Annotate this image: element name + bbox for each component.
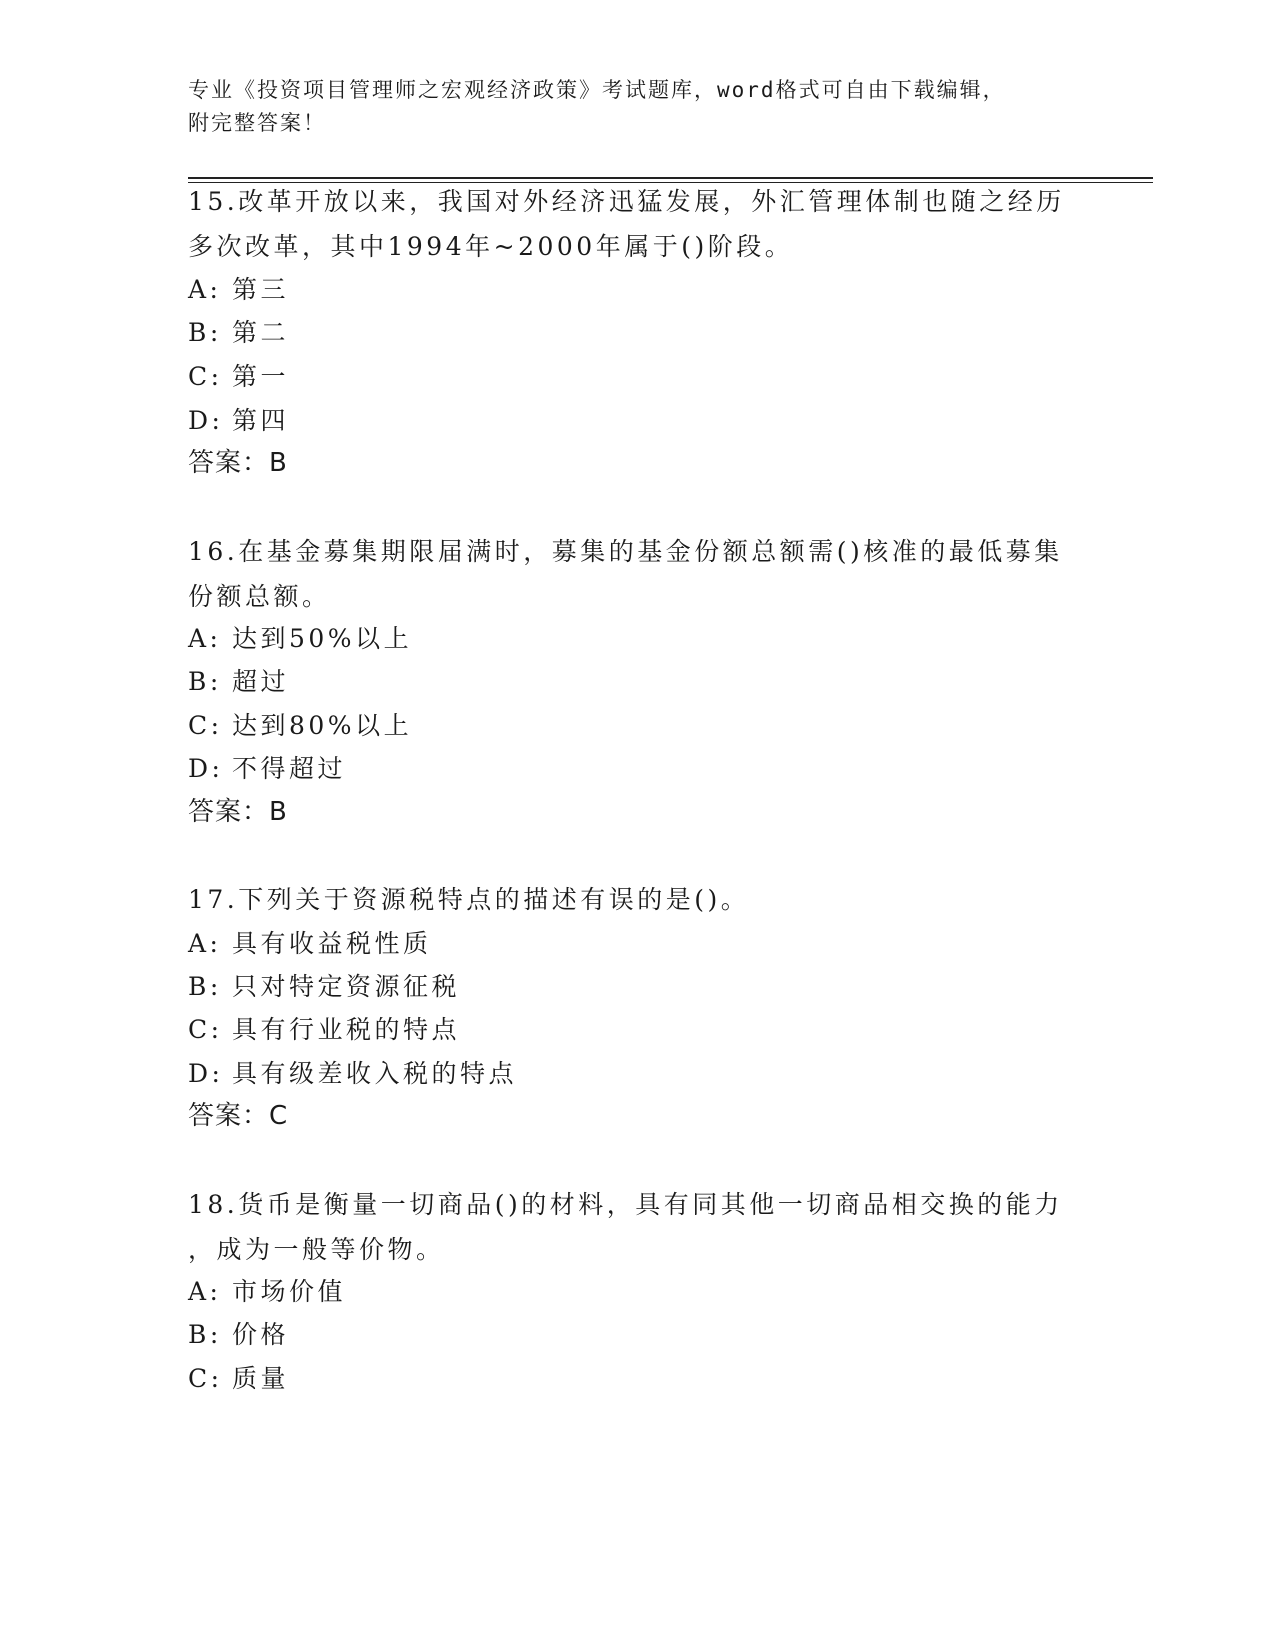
option-text: 达到80%以上: [232, 711, 413, 740]
question-15-stem-line-2: 多次改革，其中1994年~2000年属于()阶段。: [188, 232, 794, 261]
option-key: C:: [188, 711, 223, 740]
option-key: D:: [188, 754, 224, 783]
option-text: 只对特定资源征税: [232, 972, 461, 1001]
option-text: 质量: [232, 1364, 290, 1393]
option-key: C:: [188, 1364, 223, 1393]
option-text: 不得超过: [232, 754, 347, 783]
question-16-stem-line-1: 16.在基金募集期限届满时，募集的基金份额总额需()核准的最低募集: [188, 537, 1063, 566]
option-text: 超过: [232, 667, 290, 696]
question-17-answer: 答案：C: [188, 1101, 289, 1131]
question-17-option-b: [188, 964, 460, 1009]
question-15-stem-line-1: 15.改革开放以来，我国对外经济迅猛发展，外汇管理体制也随之经历: [188, 187, 1065, 216]
question-18-stem-line-2: ，成为一般等价物。: [188, 1235, 445, 1264]
option-key: B:: [188, 1320, 222, 1349]
option-key: A:: [188, 1277, 222, 1306]
option-key: A:: [188, 275, 222, 304]
option-text: 达到50%以上: [232, 624, 413, 653]
option-key: A:: [188, 929, 222, 958]
header-line-1: 专业《投资项目管理师之宏观经济政策》考试题库，word格式可自由下载编辑，: [188, 78, 1006, 102]
question-17-stem-line-1: 17.下列关于资源税特点的描述有误的是()。: [188, 885, 750, 914]
option-key: B:: [188, 667, 222, 696]
question-18-stem: [188, 1182, 1078, 1272]
question-18-option-b: [188, 1312, 289, 1357]
question-17-option-a: [188, 921, 432, 966]
option-text: 具有级差收入税的特点: [232, 1059, 518, 1088]
option-text: 第四: [232, 406, 290, 435]
option-key: B:: [188, 972, 222, 1001]
question-18-stem-line-1: 18.货币是衡量一切商品()的材料，具有同其他一切商品相交换的能力: [188, 1190, 1063, 1219]
option-text: 价格: [232, 1320, 290, 1349]
option-key: D:: [188, 406, 224, 435]
question-16-option-d: [188, 746, 346, 791]
question-16-option-b: [188, 659, 289, 704]
option-key: B:: [188, 318, 222, 347]
question-16-option-a: [188, 616, 412, 661]
question-15-option-b: [188, 310, 289, 355]
question-16-stem-line-2: 份额总额。: [188, 582, 331, 611]
question-18-option-a: [188, 1269, 346, 1314]
question-18-option-c: [188, 1356, 289, 1401]
question-17-option-d: [188, 1051, 517, 1096]
question-17-stem: [188, 877, 1078, 922]
option-text: 具有行业税的特点: [232, 1015, 461, 1044]
question-15-option-a: [188, 267, 289, 312]
question-15-option-d: [188, 398, 289, 443]
header-line-2: 附完整答案！: [188, 111, 326, 135]
option-key: C:: [188, 1015, 223, 1044]
question-15-answer: 答案：B: [188, 448, 288, 478]
question-16-stem: [188, 529, 1078, 619]
question-15-stem: [188, 179, 1078, 269]
option-key: D:: [188, 1059, 224, 1088]
option-text: 第一: [232, 362, 290, 391]
document-header: [188, 74, 1068, 140]
option-key: A:: [188, 624, 222, 653]
option-text: 第二: [232, 318, 290, 347]
question-17-option-c: [188, 1007, 460, 1052]
question-16-answer: 答案：B: [188, 797, 288, 827]
option-text: 第三: [232, 275, 290, 304]
question-16-option-c: [188, 703, 412, 748]
option-text: 具有收益税性质: [232, 929, 432, 958]
option-key: C:: [188, 362, 223, 391]
question-15-option-c: [188, 354, 289, 399]
option-text: 市场价值: [232, 1277, 347, 1306]
